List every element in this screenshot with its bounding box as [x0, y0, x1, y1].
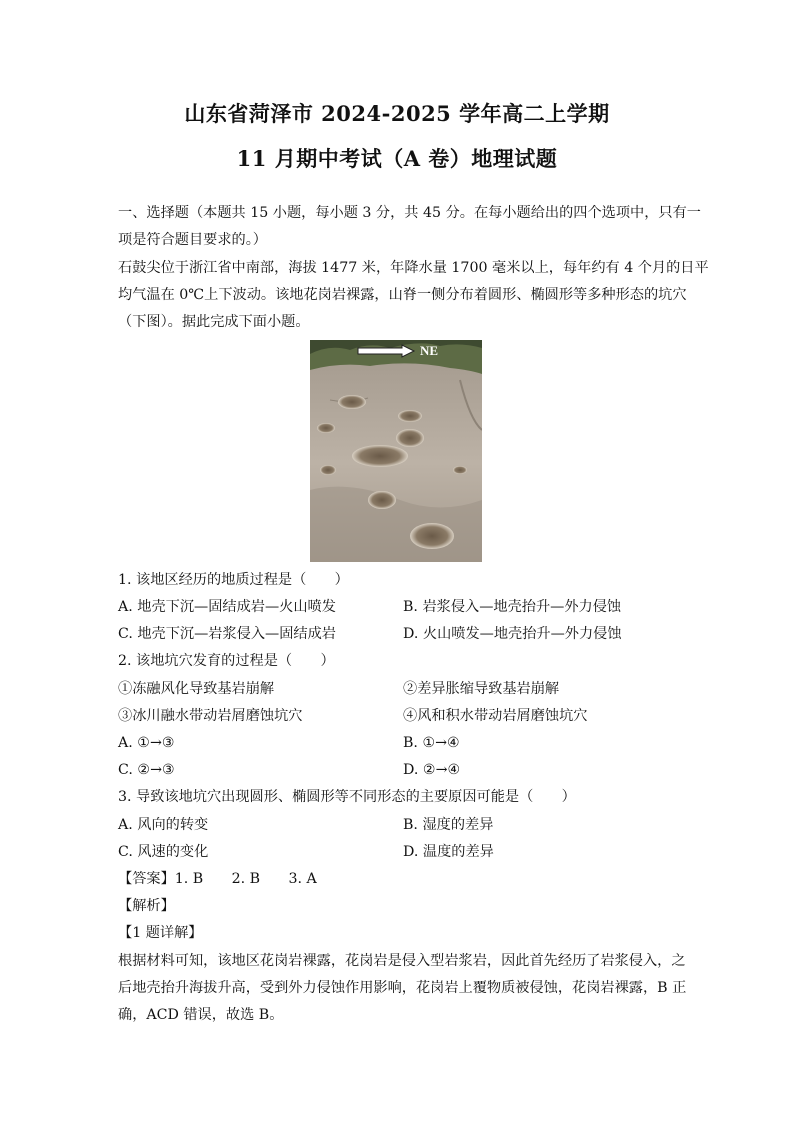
q1-option-d: D. 火山喷发—地壳抬升—外力侵蚀 — [403, 626, 622, 642]
material-line2: 均气温在 0℃上下波动。该地花岗岩裸露，山脊一侧分布着圆形、椭圆形等多种形态的坑穴 — [118, 287, 687, 303]
section-heading-line2: 项是符合题目要求的。） — [118, 232, 267, 248]
detail-line3: 确，ACD 错误，故选 B。 — [118, 1007, 284, 1023]
material-line1: 石鼓尖位于浙江省中南部，海拔 1477 米，年降水量 1700 毫米以上，每年约有 4 个月的日平 — [118, 260, 709, 276]
q2-item-2: ②差异胀缩导致基岩崩解 — [403, 681, 560, 697]
q1-option-c: C. 地壳下沉—岩浆侵入—固结成岩 — [118, 626, 336, 642]
q2-option-b: B. ①→④ — [403, 735, 460, 751]
q3-option-a: A. 风向的转变 — [118, 817, 209, 833]
answer-line: 【答案】1. B 2. B 3. A — [118, 871, 317, 887]
q3-option-d: D. 温度的差异 — [403, 844, 494, 860]
q1-stem: 1. 该地区经历的地质过程是（ ） — [118, 572, 349, 588]
q3-option-c: C. 风速的变化 — [118, 844, 209, 860]
q2-item-3: ③冰川融水带动岩屑磨蚀坑穴 — [118, 708, 303, 724]
q1-option-a: A. 地壳下沉—固结成岩—火山喷发 — [118, 599, 336, 615]
q2-item-1: ①冻融风化导致基岩崩解 — [118, 681, 275, 697]
q2-option-a: A. ①→③ — [118, 735, 175, 751]
q2-option-c: C. ②→③ — [118, 762, 175, 778]
q3-stem: 3. 导致该地坑穴出现圆形、椭圆形等不同形态的主要原因可能是（ ） — [118, 789, 576, 805]
document-title-line2: 11 月期中考试（A 卷）地理试题 — [236, 146, 558, 171]
q2-option-d: D. ②→④ — [403, 762, 461, 778]
document-title-line1: 山东省菏泽市 2024-2025 学年高二上学期 — [184, 101, 610, 126]
q3-option-b: B. 湿度的差异 — [403, 817, 494, 833]
material-line3: （下图）。据此完成下面小题。 — [118, 314, 310, 330]
ne-direction-label: NE — [420, 343, 439, 358]
granite-pothole-photo — [310, 340, 482, 562]
q2-stem: 2. 该地坑穴发育的过程是（ ） — [118, 653, 335, 669]
q2-item-4: ④风和积水带动岩屑磨蚀坑穴 — [403, 708, 588, 724]
detail-label: 【1 题详解】 — [118, 925, 203, 941]
detail-line2: 后地壳抬升海拔升高，受到外力侵蚀作用影响，花岗岩上覆物质被侵蚀，花岗岩裸露，B 正 — [118, 980, 687, 996]
analysis-label: 【解析】 — [118, 898, 175, 914]
q1-option-b: B. 岩浆侵入—地壳抬升—外力侵蚀 — [403, 599, 622, 615]
detail-line1: 根据材料可知，该地区花岗岩裸露，花岗岩是侵入型岩浆岩，因此首先经历了岩浆侵入，之 — [118, 953, 686, 969]
section-heading-line1: 一、选择题（本题共 15 小题，每小题 3 分，共 45 分。在每小题给出的四个选项中，只有一 — [118, 205, 701, 221]
